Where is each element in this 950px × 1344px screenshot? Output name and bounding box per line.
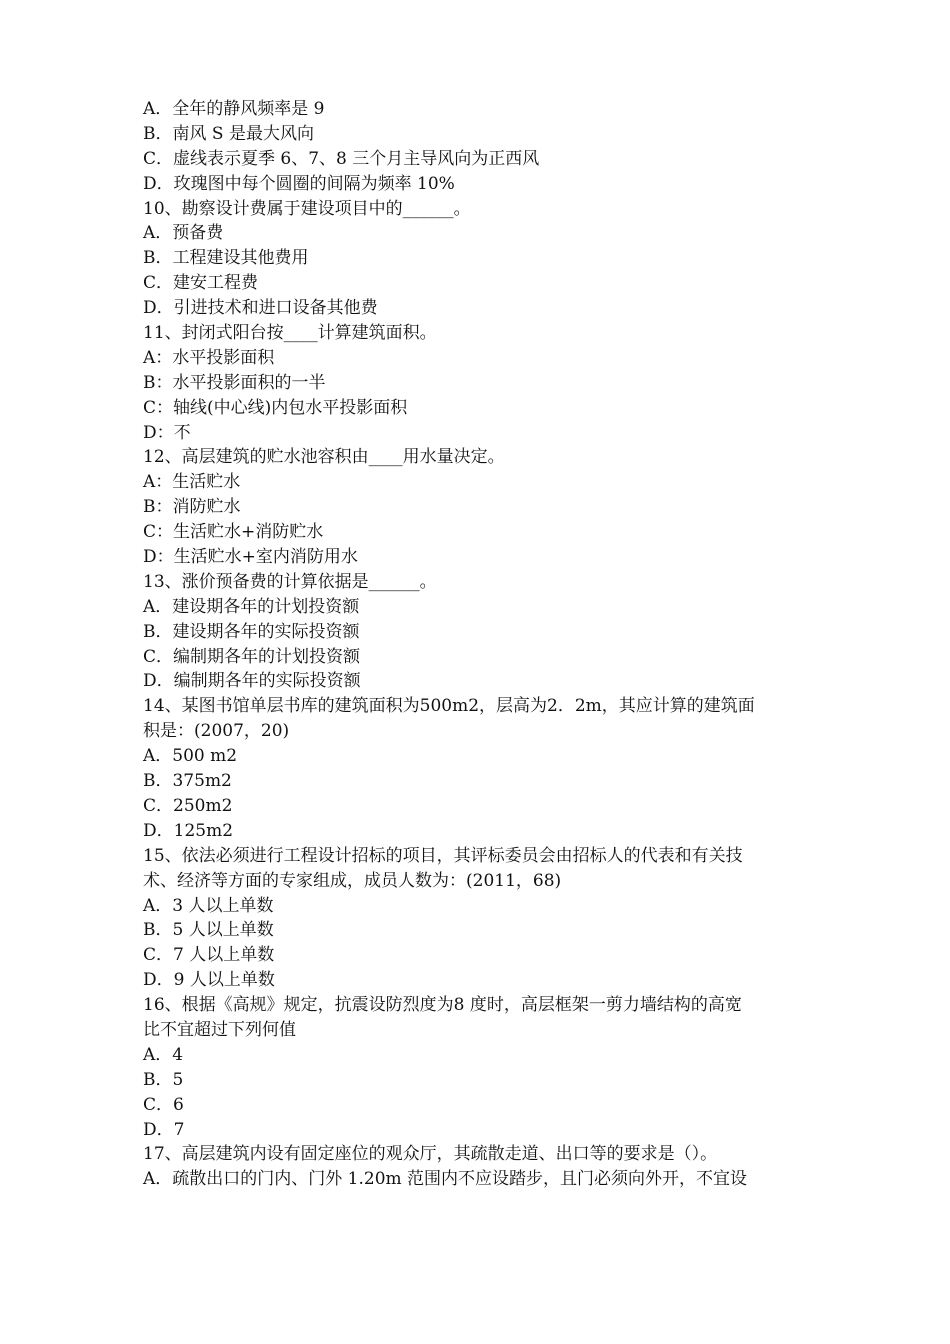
question-line: 12、高层建筑的贮水池容积由____用水量决定。 [143, 447, 505, 468]
option-line: D．编制期各年的实际投资额 [143, 671, 361, 692]
question-line: 14、某图书馆单层书库的建筑面积为500m2，层高为2．2m，其应计算的建筑面 [143, 696, 755, 717]
option-line: C．虚线表示夏季 6、7、8 三个月主导风向为正西风 [143, 148, 540, 169]
option-line: D．7 [143, 1119, 185, 1140]
question-line: 积是：(2007，20) [143, 721, 290, 742]
option-line: B：水平投影面积的一半 [143, 372, 326, 393]
question-line: 16、根据《高规》规定，抗震设防烈度为8 度时，高层框架一剪力墙结构的高宽 [143, 995, 742, 1016]
option-line: B．工程建设其他费用 [143, 248, 309, 269]
option-line: D：不 [143, 422, 191, 443]
option-line: D：生活贮水+室内消防用水 [143, 547, 358, 568]
option-line: A：水平投影面积 [143, 347, 275, 368]
option-line: B．南风 S 是最大风向 [143, 123, 314, 144]
document-page [143, 97, 813, 1192]
option-line: A．3 人以上单数 [143, 895, 274, 916]
option-line: A．全年的静风频率是 9 [143, 99, 325, 119]
option-line: B：消防贮水 [143, 497, 241, 518]
option-line: B．375m2 [143, 771, 232, 792]
option-line: A．预备费 [143, 223, 224, 244]
option-line: C．7 人以上单数 [143, 945, 275, 966]
option-line: B．建设期各年的实际投资额 [143, 621, 360, 642]
option-line: A．建设期各年的计划投资额 [143, 596, 360, 617]
option-line: C：生活贮水+消防贮水 [143, 522, 324, 543]
question-line: 15、依法必须进行工程设计招标的项目，其评标委员会由招标人的代表和有关技 [143, 845, 743, 866]
option-line: D．玫瑰图中每个圆圈的间隔为频率 10% [143, 173, 455, 194]
option-line: C．250m2 [143, 795, 233, 816]
option-line: D．9 人以上单数 [143, 970, 275, 991]
question-line: 13、涨价预备费的计算依据是______。 [143, 571, 437, 592]
option-line: C．编制期各年的计划投资额 [143, 646, 361, 667]
question-line: 17、高层建筑内设有固定座位的观众厅，其疏散走道、出口等的要求是（）。 [143, 1144, 718, 1165]
option-line: B．5 人以上单数 [143, 920, 274, 941]
option-line: C．6 [143, 1094, 184, 1115]
option-line: C．建安工程费 [143, 273, 259, 294]
question-line: 比不宜超过下列何值 [143, 1019, 296, 1040]
option-line: A．500 m2 [143, 746, 238, 767]
question-line: 10、勘察设计费属于建设项目中的______。 [143, 198, 471, 219]
option-line: A．疏散出口的门内、门外 1.20m 范围内不应设踏步，且门必须向外开，不宜设 [143, 1169, 748, 1190]
option-line: D．引进技术和进口设备其他费 [143, 298, 378, 319]
option-line: B．5 [143, 1069, 184, 1090]
option-line: C：轴线(中心线)内包水平投影面积 [143, 397, 408, 418]
option-line: D．125m2 [143, 820, 234, 841]
option-line: A：生活贮水 [143, 472, 241, 493]
question-line: 11、封闭式阳台按____计算建筑面积。 [143, 323, 437, 344]
question-line: 术、经济等方面的专家组成，成员人数为：(2011，68) [143, 870, 562, 891]
option-line: A．4 [143, 1044, 184, 1065]
